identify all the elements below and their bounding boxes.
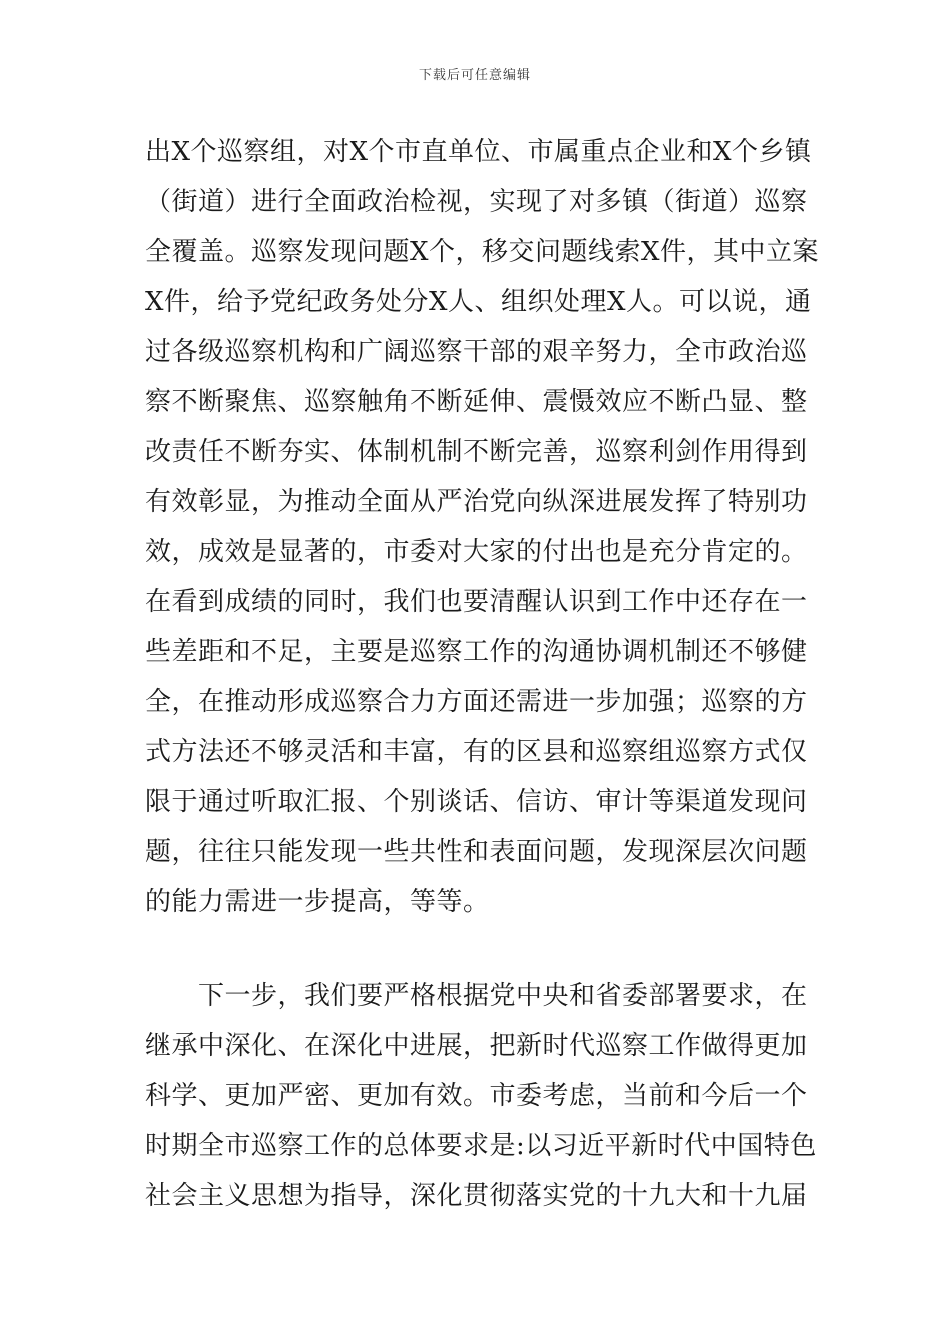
text-line: 限于通过听取汇报、个别谈话、信访、审计等渠道发现问 (145, 787, 808, 817)
text-line: 科学、更加严密、更加有效。市委考虑，当前和今后一个 (145, 1081, 808, 1111)
text-line: 有效彰显，为推动全面从严治党向纵深进展发挥了特别功 (145, 487, 808, 517)
text-line: 过各级巡察机构和广阔巡察干部的艰辛努力，全市政治巡 (145, 337, 808, 367)
text-line: 的能力需进一步提高，等等。 (145, 887, 490, 917)
text-line: 社会主义思想为指导，深化贯彻落实党的十九大和十九届 (145, 1181, 808, 1211)
text-line: 出X个巡察组，对X个市直单位、市属重点企业和X个乡镇 (145, 137, 812, 167)
text-line: 效，成效是显著的，市委对大家的付出也是充分肯定的。 (145, 537, 808, 567)
paragraph-1 (145, 127, 820, 927)
text-line: 继承中深化、在深化中进展，把新时代巡察工作做得更加 (145, 1031, 808, 1061)
paragraph-2 (145, 971, 817, 1221)
text-line: 下一步，我们要严格根据党中央和省委部署要求，在 (145, 981, 808, 1011)
text-line: 改责任不断夯实、体制机制不断完善，巡察利剑作用得到 (145, 437, 808, 467)
text-line: 在看到成绩的同时，我们也要清醒认识到工作中还存在一 (145, 587, 808, 617)
text-line: 式方法还不够灵活和丰富，有的区县和巡察组巡察方式仅 (145, 737, 808, 767)
text-line: 全，在推动形成巡察合力方面还需进一步加强；巡察的方 (145, 687, 808, 717)
text-line: （街道）进行全面政治检视，实现了对多镇（街道）巡察 (145, 187, 808, 217)
text-line: 些差距和不足，主要是巡察工作的沟通协调机制还不够健 (145, 637, 808, 667)
page-header: 下载后可任意编辑 (418, 68, 531, 83)
text-line: 全覆盖。巡察发现问题X个，移交问题线索X件，其中立案 (145, 237, 820, 267)
text-line: X件，给予党纪政务处分X人、组织处理X人。可以说，通 (145, 287, 812, 317)
text-line: 时期全市巡察工作的总体要求是:以习近平新时代中国特色 (145, 1131, 817, 1161)
text-line: 题，往往只能发现一些共性和表面问题，发现深层次问题 (145, 837, 808, 867)
text-line: 察不断聚焦、巡察触角不断延伸、震慑效应不断凸显、整 (145, 387, 808, 417)
